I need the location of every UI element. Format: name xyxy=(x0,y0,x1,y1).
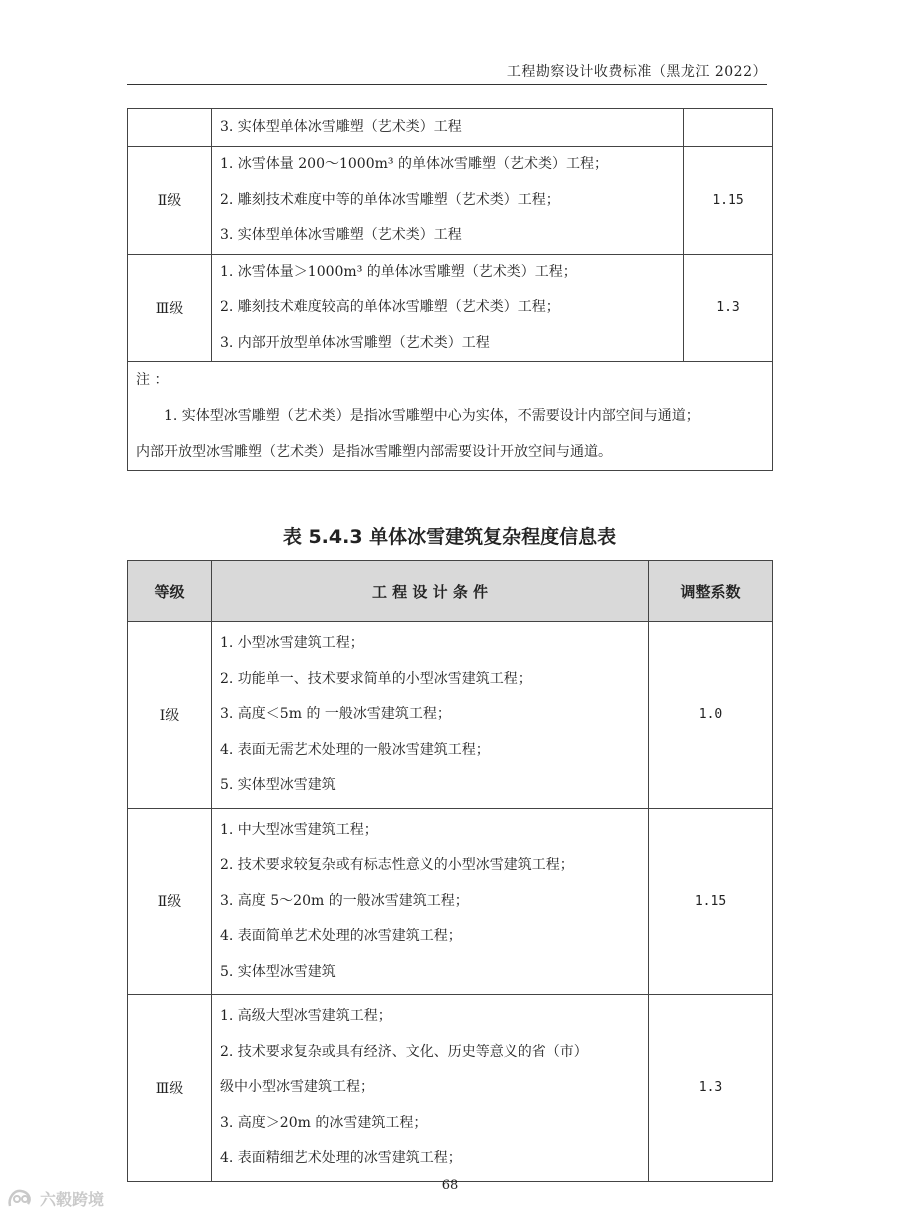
table-title: 表 5.4.3 单体冰雪建筑复杂程度信息表 xyxy=(282,526,617,548)
condition-item: 1. 小型冰雪建筑工程； xyxy=(220,635,364,651)
note-row xyxy=(128,362,773,471)
condition-item: 5. 实体型冰雪建筑 xyxy=(220,777,336,793)
watermark-text: 六毂跨境 xyxy=(40,1189,105,1209)
coefficient-cell: 1.15 xyxy=(684,147,773,255)
note-label: 注 ： xyxy=(136,372,169,388)
level-cell: Ⅰ级 xyxy=(128,622,212,809)
level-cell xyxy=(128,109,212,147)
condition-item: 1. 冰雪体量 200～1000m³ 的单体冰雪雕塑（艺术类）工程； xyxy=(220,156,608,172)
coefficient-cell: 1.15 xyxy=(649,808,773,995)
condition-item: 1. 冰雪体量＞1000m³ 的单体冰雪雕塑（艺术类）工程； xyxy=(220,263,577,280)
condition-item: 3. 内部开放型单体冰雪雕塑（艺术类）工程 xyxy=(220,334,490,351)
coefficient-cell: 1.0 xyxy=(649,622,773,809)
condition-item: 4. 表面无需艺术处理的一般冰雪建筑工程； xyxy=(220,741,490,758)
header-level: 等级 xyxy=(128,561,212,622)
conditions-cell xyxy=(212,995,649,1182)
note-line: 内部开放型冰雪雕塑（艺术类）是指冰雪雕塑内部需要设计开放空间与通道。 xyxy=(136,444,612,460)
level-cell: Ⅲ级 xyxy=(128,995,212,1182)
table-row xyxy=(128,109,773,147)
watermark xyxy=(6,1184,104,1212)
brand-logo-icon xyxy=(6,1186,36,1210)
conditions-cell xyxy=(212,147,684,255)
note-cell xyxy=(128,362,773,471)
condition-item: 2. 技术要求复杂或具有经济、文化、历史等意义的省（市） xyxy=(220,1043,588,1060)
conditions-cell xyxy=(212,109,684,147)
condition-item: 2. 技术要求较复杂或有标志性意义的小型冰雪建筑工程； xyxy=(220,857,574,873)
sculpture-complexity-table-continued xyxy=(127,108,773,471)
condition-item: 3. 高度＞20m 的冰雪建筑工程； xyxy=(220,1114,428,1131)
conditions-cell xyxy=(212,254,684,362)
condition-item: 4. 表面精细艺术处理的冰雪建筑工程； xyxy=(220,1150,462,1166)
table-header-row xyxy=(128,561,773,622)
condition-item: 3. 实体型单体冰雪雕塑（艺术类）工程 xyxy=(220,227,462,243)
coefficient-cell xyxy=(684,109,773,147)
condition-item: 3. 高度 5～20m 的一般冰雪建筑工程； xyxy=(220,892,469,909)
note-line: 1. 实体型冰雪雕塑（艺术类）是指冰雪雕塑中心为实体，不需要设计内部空间与通道； xyxy=(164,408,700,424)
coefficient-cell: 1.3 xyxy=(649,995,773,1182)
conditions-cell xyxy=(212,808,649,995)
level-cell: Ⅱ级 xyxy=(128,808,212,995)
table-row xyxy=(128,995,773,1182)
header-conditions: 工 程 设 计 条 件 xyxy=(212,561,649,622)
condition-item: 级中小型冰雪建筑工程； xyxy=(220,1079,374,1095)
table-row xyxy=(128,808,773,995)
condition-item: 2. 雕刻技术难度中等的单体冰雪雕塑（艺术类）工程； xyxy=(220,191,560,208)
table-row xyxy=(128,147,773,255)
condition-item: 4. 表面简单艺术处理的冰雪建筑工程； xyxy=(220,928,462,944)
table-row xyxy=(128,254,773,362)
header-coefficient: 调整系数 xyxy=(649,561,773,622)
conditions-cell xyxy=(212,622,649,809)
condition-item: 1. 中大型冰雪建筑工程； xyxy=(220,821,378,838)
level-cell: Ⅲ级 xyxy=(128,254,212,362)
level-cell: Ⅱ级 xyxy=(128,147,212,255)
condition-item: 5. 实体型冰雪建筑 xyxy=(220,963,336,980)
page-number: 68 xyxy=(441,1178,459,1193)
header-rule xyxy=(127,84,767,85)
running-header: 工程勘察设计收费标准（黑龙江 2022） xyxy=(506,64,767,80)
table-row xyxy=(128,622,773,809)
coefficient-cell: 1.3 xyxy=(684,254,773,362)
condition-item: 2. 雕刻技术难度较高的单体冰雪雕塑（艺术类）工程； xyxy=(220,299,560,315)
condition-item: 3. 高度＜5m 的 一般冰雪建筑工程； xyxy=(220,706,451,722)
snow-building-complexity-table xyxy=(127,560,773,1182)
condition-item: 3. 实体型单体冰雪雕塑（艺术类）工程 xyxy=(220,118,462,135)
condition-item: 1. 高级大型冰雪建筑工程； xyxy=(220,1008,392,1024)
condition-item: 2. 功能单一、技术要求简单的小型冰雪建筑工程； xyxy=(220,670,532,687)
